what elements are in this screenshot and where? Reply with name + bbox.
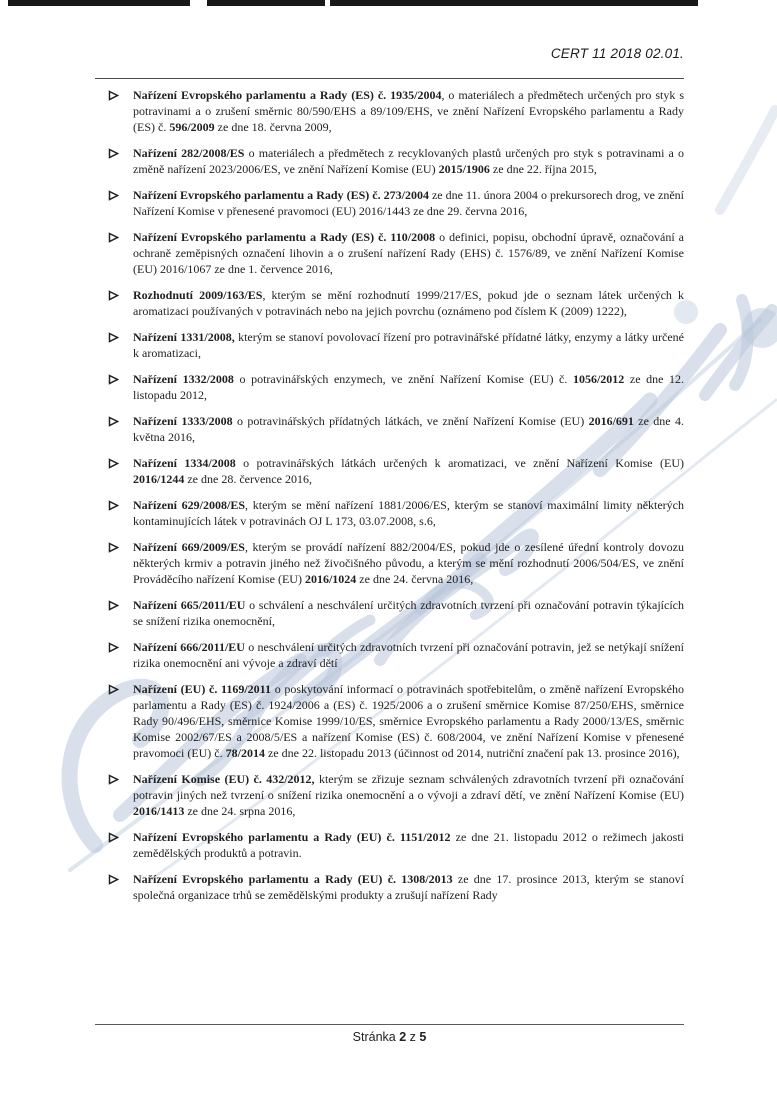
regulation-reference: Nařízení Komise (EU) č. 432/2012, <box>133 772 315 786</box>
page-number-value: 5 <box>419 1030 427 1044</box>
list-item <box>95 371 684 403</box>
regulation-text <box>133 230 684 276</box>
regulation-reference: Nařízení 1334/2008 <box>133 456 236 470</box>
regulation-reference: 1056/2012 <box>572 372 625 386</box>
regulation-reference: 596/2009 <box>169 120 215 134</box>
regulation-reference: Nařízení Evropského parlamentu a Rady (ES) č. 273/2004 <box>133 188 429 202</box>
regulation-description: ze dne 22. října 2015, <box>489 162 597 176</box>
regulation-reference: Nařízení 1333/2008 <box>133 414 233 428</box>
bullet-arrow-icon <box>108 332 119 343</box>
list-item <box>95 187 684 219</box>
list-item <box>95 539 684 587</box>
regulation-description: o potravinářských přídatných látkách, ve znění Nařízení Komise (EU) <box>232 414 589 428</box>
list-item <box>95 871 684 903</box>
regulation-reference: 2015/1906 <box>438 162 490 176</box>
document-code: CERT 11 2018 02.01. <box>550 46 684 61</box>
regulation-reference: Rozhodnutí 2009/163/ES <box>133 288 263 302</box>
regulation-description: , o materiálech a předmětech určených pro styk s potravinami a o zrušení směrnic 80/590/EHS a 89/109/EHS, ve znění Nařízení Evropského parlamentu a Rady (ES) č. <box>133 88 684 134</box>
regulation-text <box>133 682 684 760</box>
list-item <box>95 829 684 861</box>
regulation-list <box>95 87 684 913</box>
regulation-reference: Nařízení 666/2011/EU <box>133 640 245 654</box>
regulation-reference: Nařízení Evropského parlamentu a Rady (ES) č. 110/2008 <box>133 230 436 244</box>
list-item <box>95 413 684 445</box>
bullet-arrow-icon <box>108 684 119 695</box>
list-item <box>95 681 684 761</box>
regulation-description: kterým se zřizuje seznam schválených zdravotních tvrzení při označování potravin jiných než tvrzení o snížení rizika onemocnění a o vývoji a zdraví dětí, ve znění Nařízení Komise (EU) <box>133 772 684 802</box>
list-item <box>95 771 684 819</box>
page-number-label: Stránka <box>352 1030 400 1044</box>
regulation-description: ze dne 28. července 2016, <box>184 472 312 486</box>
regulation-text <box>133 146 684 176</box>
page-number-label: z <box>406 1030 420 1044</box>
regulation-reference: 2016/1024 <box>304 572 357 586</box>
regulation-description: o potravinářských látkách určených k aromatizaci, ve znění Nařízení Komise (EU) <box>235 456 684 470</box>
regulation-text <box>133 188 684 218</box>
regulation-text <box>133 498 684 528</box>
regulation-description: ze dne 4. května 2016, <box>133 414 684 444</box>
bullet-arrow-icon <box>108 290 119 301</box>
list-item <box>95 145 684 177</box>
regulation-text <box>133 456 684 486</box>
regulation-reference: Nařízení 665/2011/EU <box>133 598 246 612</box>
regulation-description: o definici, popisu, obchodní úpravě, označování a ochraně zeměpisných označení lihovin a o zrušení nařízení Rady (EHS) č. 1576/89, ve znění Nařízení Komise (EU) 2016/1067 ze dne 1. července 2016, <box>133 230 684 276</box>
regulation-description: ze dne 17. prosince 2013, kterým se stanoví společná organizace trhů se zemědělskými produkty a zrušují nařízení Rady <box>133 872 685 902</box>
bullet-arrow-icon <box>108 500 119 511</box>
bullet-arrow-icon <box>108 232 119 243</box>
regulation-description: o materiálech a předmětech z recyklovaných plastů určených pro styk s potravinami a o změně nařízení 2023/2006/ES, ve znění Nařízení Komise (EU) <box>133 146 684 176</box>
regulation-description: ze dne 24. srpna 2016, <box>184 804 296 818</box>
page-number-value: 2 <box>399 1030 407 1044</box>
regulation-text <box>133 414 684 444</box>
regulation-reference: 2016/1413 <box>133 804 185 818</box>
regulation-description: , kterým se provádí nařízení 882/2004/ES, pokud jde o zesílené úřední kontroly dovozu některých krmiv a potravin jiného než živočišného původu, a kterým se mění rozhodnutí 2006/504/ES, ve znění Prováděcího nařízení Komise (EU) <box>133 540 684 586</box>
bullet-arrow-icon <box>108 832 119 843</box>
list-item <box>95 229 684 277</box>
list-item <box>95 497 684 529</box>
regulation-text <box>133 330 684 360</box>
list-item <box>95 87 684 135</box>
regulation-reference: Nařízení 1331/2008, <box>133 330 235 344</box>
regulation-reference: Nařízení (EU) č. 1169/2011 <box>133 682 272 696</box>
regulation-reference: Nařízení Evropského parlamentu a Rady (EU) č. 1151/2012 <box>133 830 451 844</box>
list-item <box>95 455 684 487</box>
regulation-reference: Nařízení 1332/2008 <box>133 372 234 386</box>
regulation-description: ze dne 12. listopadu 2012, <box>133 372 685 402</box>
regulation-description: o schválení a neschválení určitých zdravotních tvrzení při označování potravin týkajících se snížení rizika onemocnění, <box>133 598 684 628</box>
regulation-text <box>133 772 684 818</box>
regulation-description: kterým se stanoví povolovací řízení pro potravinářské přídatné látky, enzymy a látky určené k aromatizaci, <box>133 330 684 360</box>
bullet-arrow-icon <box>108 458 119 469</box>
regulation-description: o neschválení určitých zdravotních tvrzení při označování potravin, jež se netýkají snížení rizika onemocnění ani vývoje a zdraví dětí <box>133 640 684 670</box>
page-number-footer <box>95 1030 684 1044</box>
regulation-reference: 78/2014 <box>225 746 265 760</box>
regulation-text <box>133 598 684 628</box>
regulation-description: o poskytování informací o potravinách spotřebitelům, o změně nařízení Evropského parlamentu a Rady (ES) č. 1924/2006 a (ES) č. 1925/2006 a o zrušení směrnice Komise 87/250/EHS, směrnice Rady 90/496/EHS, směrnice Komise 1999/10/ES, směrnice Evropského parlamentu a Rady 2000/13/ES, směrnic Komise 2002/67/ES a 2008/5/ES a nařízení Komise (ES) č. 608/2004, ve znění Nařízení Komise v přenesené pravomoci (EU) č. <box>133 682 685 760</box>
bullet-arrow-icon <box>108 416 119 427</box>
regulation-description: , kterým se mění nařízení 1881/2006/ES, kterým se stanoví maximální limity některých kontaminujících látek v potravinách OJ L 173, 03.07.2008, s.6, <box>133 498 684 528</box>
regulation-reference: Nařízení 282/2008/ES <box>133 146 245 160</box>
regulation-description: ze dne 24. června 2016, <box>356 572 474 586</box>
bullet-arrow-icon <box>108 542 119 553</box>
regulation-reference: 2016/1244 <box>133 472 185 486</box>
regulation-description: ze dne 22. listopadu 2013 (účinnost od 2014, nutriční značení pak 13. prosince 2016), <box>264 746 680 760</box>
regulation-reference: Nařízení Evropského parlamentu a Rady (ES) č. 1935/2004 <box>133 88 442 102</box>
regulation-description: ze dne 11. února 2004 o prekursorech drog, ve znění Nařízení Komise v přenesené pravomoci (EU) 2016/1443 ze dne 29. června 2016, <box>133 188 684 218</box>
bullet-arrow-icon <box>108 774 119 785</box>
regulation-description: ze dne 18. června 2009, <box>214 120 332 134</box>
regulation-text <box>133 288 684 318</box>
bullet-arrow-icon <box>108 374 119 385</box>
regulation-text <box>133 88 684 134</box>
list-item <box>95 597 684 629</box>
regulation-description: ze dne 21. listopadu 2012 o režimech jakosti zemědělských produktů a potravin. <box>133 830 684 860</box>
regulation-text <box>133 640 684 670</box>
regulation-reference: Nařízení 629/2008/ES <box>133 498 246 512</box>
regulation-text <box>133 830 684 860</box>
bullet-arrow-icon <box>108 874 119 885</box>
bullet-arrow-icon <box>108 190 119 201</box>
regulation-reference: Nařízení 669/2009/ES <box>133 540 245 554</box>
regulation-description: o potravinářských enzymech, ve znění Nařízení Komise (EU) č. <box>233 372 573 386</box>
bullet-arrow-icon <box>108 600 119 611</box>
regulation-text <box>133 372 684 402</box>
bullet-arrow-icon <box>108 642 119 653</box>
list-item <box>95 639 684 671</box>
regulation-reference: Nařízení Evropského parlamentu a Rady (EU) č. 1308/2013 <box>133 872 453 886</box>
header-rule <box>95 78 684 79</box>
regulation-text <box>133 540 684 586</box>
bullet-arrow-icon <box>108 90 119 101</box>
regulation-reference: 2016/691 <box>588 414 634 428</box>
regulation-description: , kterým se mění rozhodnutí 1999/217/ES, pokud jde o seznam látek určených k aromatizaci používaných v potravinách nebo na jejich povrchu (oznámeno pod číslem K (2009) 1222), <box>133 288 684 318</box>
regulation-text <box>133 872 684 902</box>
list-item <box>95 329 684 361</box>
list-item <box>95 287 684 319</box>
footer-rule <box>95 1024 684 1025</box>
bullet-arrow-icon <box>108 148 119 159</box>
